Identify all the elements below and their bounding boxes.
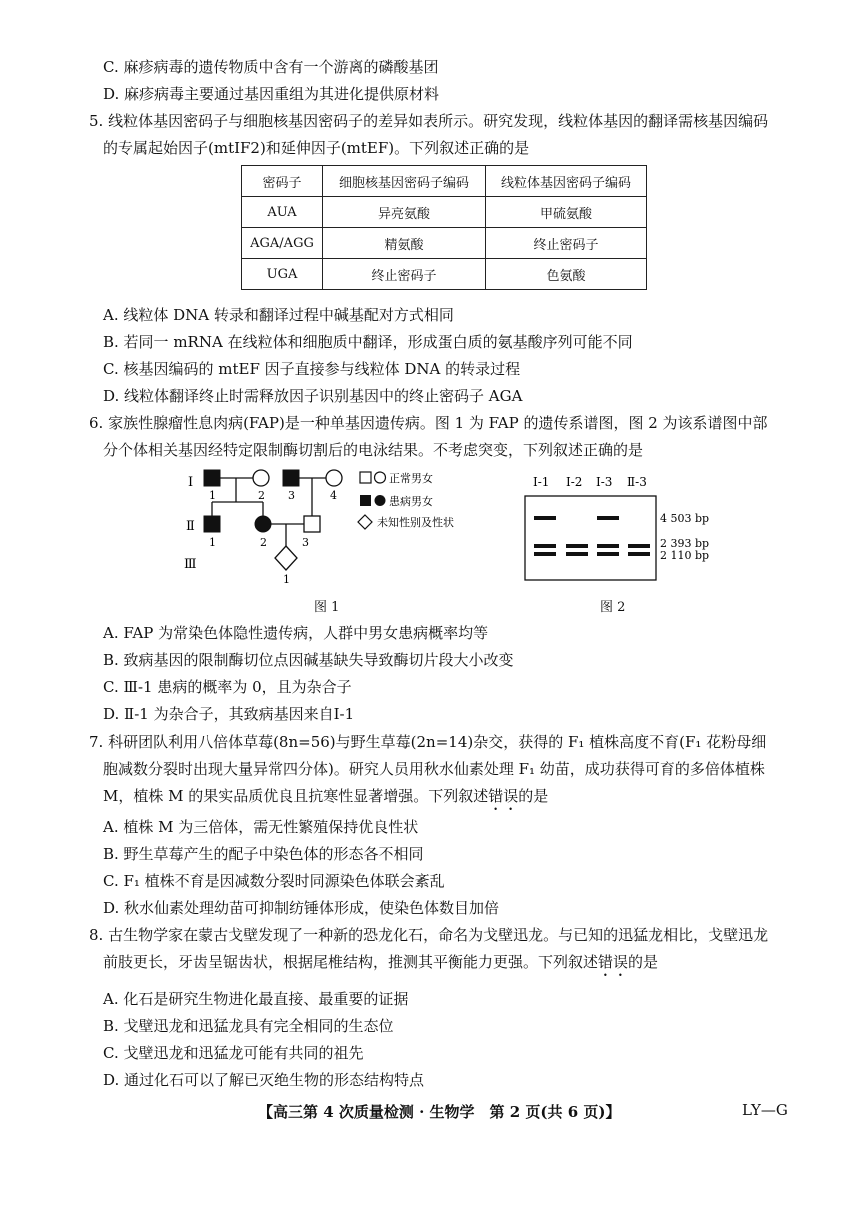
generation-label: Ⅲ xyxy=(184,557,197,572)
table-header-row xyxy=(242,166,647,197)
q7-stem-line2: 胞减数分裂时出现大量异常四分体)。研究人员用秋水仙素处理 F₁ 幼苗，成功获得可育的多倍体植株 xyxy=(103,760,765,778)
legend-affected-male-symbol xyxy=(360,495,371,506)
affected-male-symbol xyxy=(204,470,220,486)
gel-band xyxy=(597,544,619,548)
table-cell: 甲硫氨酸 xyxy=(486,197,647,228)
table-header-cell: 密码子 xyxy=(242,166,323,197)
q6-option-c: C. Ⅲ-1 患病的概率为 0，且为杂合子 xyxy=(103,678,352,696)
lane-label: Ⅱ-3 xyxy=(627,475,647,489)
gel-band xyxy=(566,544,588,548)
q8-option-b: B. 戈壁迅龙和迅猛龙具有完全相同的生态位 xyxy=(103,1017,394,1035)
codon-table xyxy=(241,165,647,290)
q8-option-d: D. 通过化石可以了解已灭绝生物的形态结构特点 xyxy=(103,1071,425,1089)
unknown-individual-symbol xyxy=(275,546,297,570)
q5-option-a: A. 线粒体 DNA 转录和翻译过程中碱基配对方式相同 xyxy=(103,306,454,324)
table-row xyxy=(242,228,647,259)
individual-number: 1 xyxy=(209,536,216,549)
affected-male-symbol xyxy=(204,516,220,532)
legend-normal-female-symbol xyxy=(375,472,386,483)
q6-option-d: D. Ⅱ-1 为杂合子，其致病基因来自Ⅰ-1 xyxy=(103,705,355,723)
gel-band xyxy=(534,552,556,556)
q7-option-c: C. F₁ 植株不育是因减数分裂时同源染色体联会紊乱 xyxy=(103,872,445,890)
table-header-cell: 细胞核基因密码子编码 xyxy=(323,166,486,197)
page-footer-code: LY—G xyxy=(742,1101,788,1119)
q7-stem-tail: 的是 xyxy=(518,787,549,805)
table-cell: AUA xyxy=(242,197,323,228)
individual-number: 3 xyxy=(288,489,295,502)
table-cell: UGA xyxy=(242,259,323,290)
q5-stem-line2: 的专属起始因子(mtIF2)和延伸因子(mtEF)。下列叙述正确的是 xyxy=(103,139,530,157)
band-size-label: 2 393 bp xyxy=(660,537,710,550)
gel-frame xyxy=(525,496,656,580)
table-row xyxy=(242,259,647,290)
q8-stem-text: 前肢更长，牙齿呈锯齿状，根据尾椎结构，推测其平衡能力更强。下列叙述 xyxy=(103,953,599,971)
gel-figure xyxy=(520,474,720,586)
table-header-cell: 线粒体基因密码子编码 xyxy=(486,166,647,197)
individual-number: 3 xyxy=(302,536,309,549)
table-cell: 终止密码子 xyxy=(486,228,647,259)
gel-band xyxy=(628,552,650,556)
gel-band xyxy=(628,544,650,548)
table-row xyxy=(242,197,647,228)
q6-stem-line1: 6. 家族性腺瘤性息肉病(FAP)是一种单基因遗传病。图 1 为 FAP 的遗传系谱图，图 2 为该系谱图中部 xyxy=(89,414,768,432)
q5-option-c: C. 核基因编码的 mtEF 因子直接参与线粒体 DNA 的转录过程 xyxy=(103,360,521,378)
q4-option-c: C. 麻疹病毒的遗传物质中含有一个游离的磷酸基团 xyxy=(103,58,439,76)
q8-option-a: A. 化石是研究生物进化最直接、最重要的证据 xyxy=(103,990,409,1008)
gel-band xyxy=(534,544,556,548)
q5-option-b: B. 若同一 mRNA 在线粒体和细胞质中翻译，形成蛋白质的氨基酸序列可能不同 xyxy=(103,333,633,351)
legend-normal-label: 正常男女 xyxy=(389,472,433,485)
pedigree-figure xyxy=(180,462,500,594)
legend-affected-female-symbol xyxy=(375,495,386,506)
figure2-caption: 图 2 xyxy=(600,600,626,615)
q8-stem-line2 xyxy=(103,952,658,980)
table-cell: 精氨酸 xyxy=(323,228,486,259)
legend-unknown-label: 未知性别及性状 xyxy=(377,516,454,529)
normal-female-symbol xyxy=(326,470,342,486)
legend-unknown-symbol xyxy=(358,515,372,529)
q6-stem-line2: 分个体相关基因经特定限制酶切割后的电泳结果。不考虑突变，下列叙述正确的是 xyxy=(103,441,644,459)
individual-number: 2 xyxy=(260,536,267,549)
q8-stem-tail: 的是 xyxy=(628,953,659,971)
affected-male-symbol xyxy=(283,470,299,486)
lane-label: I-1 xyxy=(533,475,550,489)
q7-stem-line3 xyxy=(103,786,548,814)
gel-band xyxy=(566,552,588,556)
q5-stem-line1: 5. 线粒体基因密码子与细胞核基因密码子的差异如表所示。研究发现，线粒体基因的翻译需核基因编码 xyxy=(89,112,769,130)
q4-option-d: D. 麻疹病毒主要通过基因重组为其进化提供原材料 xyxy=(103,85,440,103)
band-size-label: 4 503 bp xyxy=(660,512,710,525)
gel-band xyxy=(534,516,556,520)
q7-option-a: A. 植株 M 为三倍体，需无性繁殖保持优良性状 xyxy=(103,818,419,836)
q7-stem-line1: 7. 科研团队利用八倍体草莓(8n=56)与野生草莓(2n=14)杂交，获得的 F₁ 植株高度不育(F₁ 花粉母细 xyxy=(89,733,767,751)
individual-number: 1 xyxy=(283,573,290,586)
normal-female-symbol xyxy=(253,470,269,486)
q6-option-b: B. 致病基因的限制酶切位点因碱基缺失导致酶切片段大小改变 xyxy=(103,651,514,669)
gel-band xyxy=(597,516,619,520)
table-cell: 色氨酸 xyxy=(486,259,647,290)
individual-number: 4 xyxy=(330,489,337,502)
generation-label: I xyxy=(188,475,194,490)
individual-number: 2 xyxy=(258,489,265,502)
q5-option-d: D. 线粒体翻译终止时需释放因子识别基因中的终止密码子 AGA xyxy=(103,387,523,405)
q8-emphasis-word: 错误 xyxy=(598,953,629,971)
q7-stem-text: M，植株 M 的果实品质优良且抗寒性显著增强。下列叙述 xyxy=(103,787,489,805)
table-cell: 异亮氨酸 xyxy=(323,197,486,228)
q8-stem-line1: 8. 古生物学家在蒙古戈壁发现了一种新的恐龙化石，命名为戈壁迅龙。与已知的迅猛龙相比，戈壁迅龙 xyxy=(89,926,769,944)
individual-number: 1 xyxy=(209,489,216,502)
page-footer-title: 【高三第 4 次质量检测 · 生物学 第 2 页(共 6 页)】 xyxy=(258,1103,621,1121)
lane-label: I-2 xyxy=(566,475,583,489)
q7-emphasis-word: 错误 xyxy=(488,787,519,805)
table-cell: AGA/AGG xyxy=(242,228,323,259)
band-size-label: 2 110 bp xyxy=(660,549,710,562)
q7-option-b: B. 野生草莓产生的配子中染色体的形态各不相同 xyxy=(103,845,424,863)
affected-female-symbol xyxy=(255,516,271,532)
figure1-caption: 图 1 xyxy=(314,600,340,615)
q8-option-c: C. 戈壁迅龙和迅猛龙可能有共同的祖先 xyxy=(103,1044,364,1062)
legend-affected-label: 患病男女 xyxy=(389,495,433,508)
lane-label: I-3 xyxy=(596,475,613,489)
table-cell: 终止密码子 xyxy=(323,259,486,290)
legend-normal-male-symbol xyxy=(360,472,371,483)
q7-option-d: D. 秋水仙素处理幼苗可抑制纺锤体形成，使染色体数目加倍 xyxy=(103,899,500,917)
normal-male-symbol xyxy=(304,516,320,532)
gel-band xyxy=(597,552,619,556)
generation-label: Ⅱ xyxy=(186,519,195,534)
q6-option-a: A. FAP 为常染色体隐性遗传病，人群中男女患病概率均等 xyxy=(103,624,489,642)
